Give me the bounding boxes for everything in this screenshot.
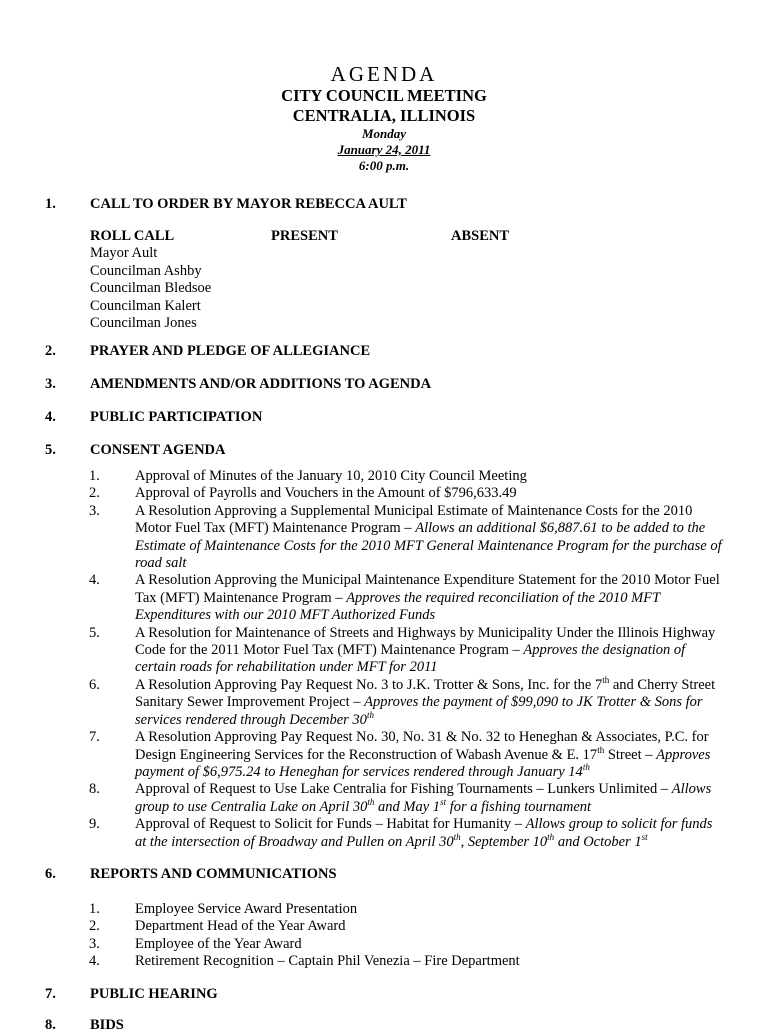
superscript: th — [582, 762, 590, 773]
item-note: , September 10 — [460, 833, 548, 850]
list-item — [0, 485, 768, 502]
present-heading: PRESENT — [271, 228, 338, 244]
roll-call-heading: ROLL CALL — [90, 228, 175, 244]
item-note: for a fishing tournament — [446, 798, 592, 815]
section-title: PUBLIC PARTICIPATION — [90, 409, 263, 425]
roll-call-header — [90, 228, 650, 245]
item-number: 6. — [89, 676, 100, 693]
superscript: th — [367, 796, 375, 807]
item-note: Approves the payment of $99,090 to JK Trotter & Sons for services rendered through December 30 — [135, 694, 703, 728]
list-item — [0, 572, 768, 624]
section-title: CALL TO ORDER BY MAYOR REBECCA AULT — [90, 196, 407, 212]
list-item — [0, 729, 768, 781]
meeting-title: CITY COUNCIL MEETING — [281, 86, 487, 105]
section-number: 2. — [45, 343, 56, 359]
item-number: 9. — [89, 816, 100, 833]
item-number: 4. — [89, 953, 100, 970]
roll-call-member: Mayor Ault — [90, 245, 158, 262]
superscript: th — [602, 675, 610, 686]
superscript: th — [547, 831, 555, 842]
item-note: and October 1 — [554, 833, 642, 850]
reports-list — [0, 901, 768, 971]
roll-call-member: Councilman Jones — [90, 314, 197, 331]
section-number: 6. — [45, 866, 56, 882]
list-item — [0, 953, 768, 970]
item-number: 1. — [89, 468, 100, 484]
list-item — [0, 677, 768, 729]
section-title: PUBLIC HEARING — [90, 986, 218, 1002]
section-number: 4. — [45, 409, 56, 425]
list-item — [0, 901, 768, 918]
item-number: 4. — [89, 572, 100, 589]
item-number: 8. — [89, 781, 100, 798]
item-text: A Resolution Approving the Municipal Maintenance Expenditure Statement for the 2010 Motor Fuel Tax (MFT) Maintenance Program – — [135, 572, 720, 606]
superscript: st — [440, 796, 447, 807]
item-number: 2. — [89, 485, 100, 502]
item-text: A Resolution for Maintenance of Streets and Highways by Municipality Under the Illinois Highway Code for the 2011 Motor Fuel Tax (MFT) Maintenance Program – — [135, 624, 716, 659]
meeting-day: Monday — [361, 126, 407, 141]
city-title: CENTRALIA, ILLINOIS — [292, 106, 476, 125]
meeting-time: 6:00 p.m. — [358, 158, 410, 173]
item-text: Employee Service Award Presentation — [135, 901, 358, 917]
list-item — [0, 468, 768, 485]
agenda-title: AGENDA — [330, 62, 438, 86]
consent-agenda-list — [0, 468, 768, 851]
item-text: Department Head of the Year Award — [135, 918, 346, 935]
section-title: AMENDMENTS AND/OR ADDITIONS TO AGENDA — [90, 376, 432, 392]
item-text: Retirement Recognition – Captain Phil Venezia – Fire Department — [135, 953, 520, 970]
section-number: 7. — [45, 986, 56, 1002]
section-title: BIDS — [90, 1017, 124, 1033]
item-text: A Resolution Approving a Supplemental Municipal Estimate of Maintenance Costs for the 2010 Motor Fuel Tax (MFT) Maintenance Program – — [135, 502, 693, 537]
item-number: 3. — [89, 502, 100, 519]
list-item — [0, 936, 768, 953]
item-number: 1. — [89, 901, 100, 917]
roll-call-table — [90, 228, 650, 332]
item-number: 3. — [89, 935, 100, 952]
item-text: Street – — [604, 746, 657, 763]
item-note: Approves payment of $6,975.24 to Heneghan for services rendered through January 14 — [135, 746, 711, 780]
absent-heading: ABSENT — [451, 228, 510, 244]
section-title: REPORTS AND COMMUNICATIONS — [90, 866, 337, 882]
item-note: Allows an additional $6,887.61 to be added to the Estimate of Maintenance Costs for the 2010 MFT General Maintenance Program for the purchase of road salt — [135, 520, 722, 572]
roll-call-member: Councilman Kalert — [90, 297, 201, 314]
list-item — [0, 816, 768, 851]
item-note: and May 1 — [374, 798, 441, 815]
list-item — [0, 781, 768, 816]
item-number: 7. — [89, 729, 100, 746]
section-number: 1. — [45, 196, 56, 212]
item-text: Employee of the Year Award — [135, 935, 302, 952]
item-text: Approval of Payrolls and Vouchers in the Amount of $796,633.49 — [135, 485, 517, 502]
item-text: A Resolution Approving Pay Request No. 30, No. 31 & No. 32 to Heneghan & Associates, P.C. for Design Engineering Services for the Reconstruction of Wabash Avenue & E. 17 — [135, 729, 709, 763]
list-item — [0, 625, 768, 677]
item-text: Approval of Minutes of the January 10, 2010 City Council Meeting — [135, 468, 527, 484]
item-text: Approval of Request to Solicit for Funds – Habitat for Humanity – — [135, 816, 526, 833]
section-title: CONSENT AGENDA — [90, 442, 226, 458]
superscript: th — [366, 709, 374, 720]
item-text: A Resolution Approving Pay Request No. 3 to J.K. Trotter & Sons, Inc. for the 7 — [135, 676, 603, 693]
list-item — [0, 918, 768, 935]
item-text: and Cherry Street Sanitary Sewer Improvement Project – — [135, 676, 716, 711]
item-note: Approves the designation of certain roads for rehabilitation under MFT for 2011 — [135, 642, 686, 676]
item-number: 5. — [89, 624, 100, 641]
item-note: Approves the required reconciliation of the 2010 MFT Expenditures with our 2010 MFT Authorized Funds — [135, 589, 660, 624]
roll-call-member: Councilman Ashby — [90, 262, 202, 279]
section-title: PRAYER AND PLEDGE OF ALLEGIANCE — [90, 343, 371, 359]
roll-call-member: Councilman Bledsoe — [90, 280, 212, 297]
item-text: Approval of Request to Use Lake Centralia for Fishing Tournaments – Lunkers Unlimited – — [135, 781, 672, 798]
meeting-date: January 24, 2011 — [337, 142, 431, 157]
superscript: st — [641, 831, 648, 842]
section-number: 8. — [45, 1017, 56, 1033]
superscript: th — [453, 831, 461, 842]
item-note: Allows group to use Centralia Lake on April 30 — [135, 781, 712, 815]
section-number: 3. — [45, 376, 56, 392]
section-number: 5. — [45, 442, 56, 458]
superscript: th — [597, 744, 605, 755]
agenda-header — [0, 62, 768, 174]
list-item — [0, 503, 768, 573]
item-note: Allows group to solicit for funds at the intersection of Broadway and Pullen on April 30 — [135, 816, 713, 850]
item-number: 2. — [89, 918, 100, 935]
